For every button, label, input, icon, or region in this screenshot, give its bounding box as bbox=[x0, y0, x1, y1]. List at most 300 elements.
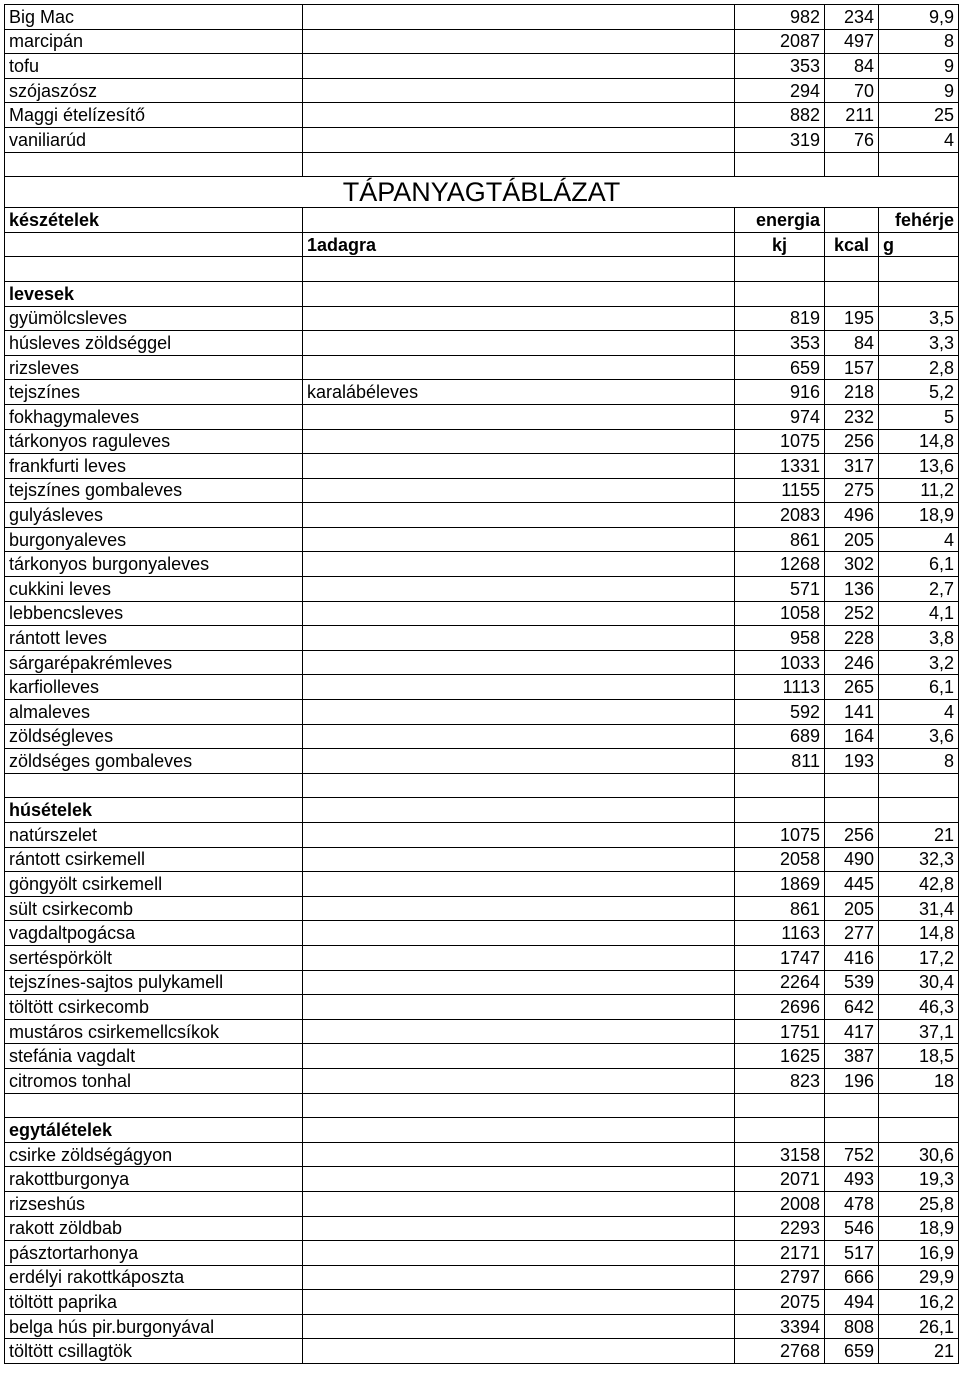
dish-name-cell[interactable]: tejszínes-sajtos pulykamell bbox=[5, 970, 303, 995]
table-row bbox=[5, 306, 959, 331]
dish-protein-cell[interactable]: 32,3 bbox=[879, 847, 959, 872]
dish-protein-cell[interactable]: 18,5 bbox=[879, 1044, 959, 1069]
dish-kcal-cell[interactable]: 666 bbox=[825, 1265, 879, 1290]
dish-name-cell[interactable]: cukkini leves bbox=[5, 577, 303, 602]
dish-kcal-cell[interactable]: 164 bbox=[825, 724, 879, 749]
food-item-extra-cell[interactable] bbox=[303, 5, 735, 30]
empty-cell[interactable] bbox=[879, 257, 959, 282]
dish-name-cell[interactable]: gyümölcsleves bbox=[5, 306, 303, 331]
dish-name-cell[interactable]: sertéspörkölt bbox=[5, 945, 303, 970]
dish-extra-cell[interactable] bbox=[303, 1314, 735, 1339]
dish-kcal-cell[interactable]: 228 bbox=[825, 626, 879, 651]
empty-cell[interactable] bbox=[5, 773, 303, 798]
dish-name-cell[interactable]: lebbencsleves bbox=[5, 601, 303, 626]
dish-name-cell[interactable]: mustáros csirkemellcsíkok bbox=[5, 1019, 303, 1044]
table-row bbox=[5, 921, 959, 946]
dish-extra-cell[interactable] bbox=[303, 970, 735, 995]
dish-protein-cell[interactable]: 30,6 bbox=[879, 1142, 959, 1167]
empty-cell[interactable] bbox=[735, 281, 825, 306]
column-header-dishes[interactable]: készételek bbox=[5, 208, 303, 233]
dish-protein-cell[interactable]: 4,1 bbox=[879, 601, 959, 626]
dish-kcal-cell[interactable]: 141 bbox=[825, 700, 879, 725]
column-header-protein[interactable]: fehérje bbox=[879, 208, 959, 233]
dish-protein-cell[interactable]: 2,8 bbox=[879, 355, 959, 380]
dish-extra-cell[interactable] bbox=[303, 577, 735, 602]
dish-extra-cell[interactable] bbox=[303, 527, 735, 552]
food-item-kcal-cell[interactable]: 76 bbox=[825, 127, 879, 152]
empty-cell[interactable] bbox=[735, 1118, 825, 1143]
table-row bbox=[5, 54, 959, 79]
dish-kj-cell[interactable]: 823 bbox=[735, 1068, 825, 1093]
dish-extra-cell[interactable] bbox=[303, 626, 735, 651]
dish-kcal-cell[interactable]: 265 bbox=[825, 675, 879, 700]
table-row bbox=[5, 945, 959, 970]
dish-extra-cell[interactable] bbox=[303, 872, 735, 897]
dish-kcal-cell[interactable]: 232 bbox=[825, 404, 879, 429]
dish-kcal-cell[interactable]: 416 bbox=[825, 945, 879, 970]
dish-extra-cell[interactable] bbox=[303, 355, 735, 380]
dish-kcal-cell[interactable]: 256 bbox=[825, 823, 879, 848]
dish-kcal-cell[interactable]: 84 bbox=[825, 331, 879, 356]
dish-protein-cell[interactable]: 37,1 bbox=[879, 1019, 959, 1044]
dish-kcal-cell[interactable]: 478 bbox=[825, 1191, 879, 1216]
dish-kcal-cell[interactable]: 302 bbox=[825, 552, 879, 577]
dish-name-cell[interactable]: csirke zöldségágyon bbox=[5, 1142, 303, 1167]
dish-extra-cell[interactable] bbox=[303, 675, 735, 700]
dish-kcal-cell[interactable]: 275 bbox=[825, 478, 879, 503]
dish-kj-cell[interactable]: 1268 bbox=[735, 552, 825, 577]
dish-extra-cell[interactable] bbox=[303, 995, 735, 1020]
dish-protein-cell[interactable]: 3,6 bbox=[879, 724, 959, 749]
empty-cell[interactable] bbox=[303, 152, 735, 177]
dish-extra-cell[interactable] bbox=[303, 1167, 735, 1192]
food-item-kj-cell[interactable]: 2087 bbox=[735, 29, 825, 54]
dish-kj-cell[interactable]: 2058 bbox=[735, 847, 825, 872]
section-header-row bbox=[5, 281, 959, 306]
dish-name-cell[interactable]: tejszínes gombaleves bbox=[5, 478, 303, 503]
dish-name-cell[interactable]: rizseshús bbox=[5, 1191, 303, 1216]
food-item-kj-cell[interactable]: 319 bbox=[735, 127, 825, 152]
dish-protein-cell[interactable]: 18,9 bbox=[879, 503, 959, 528]
dish-extra-cell[interactable] bbox=[303, 331, 735, 356]
empty-cell[interactable] bbox=[303, 798, 735, 823]
dish-name-cell[interactable]: rakottburgonya bbox=[5, 1167, 303, 1192]
dish-kj-cell[interactable]: 353 bbox=[735, 331, 825, 356]
page-title: TÁPANYAGTÁBLÁZAT bbox=[5, 177, 959, 208]
dish-name-cell[interactable]: belga hús pir.burgonyával bbox=[5, 1314, 303, 1339]
food-item-kcal-cell[interactable]: 234 bbox=[825, 5, 879, 30]
dish-kj-cell[interactable]: 2797 bbox=[735, 1265, 825, 1290]
dish-name-cell[interactable]: göngyölt csirkemell bbox=[5, 872, 303, 897]
table-row bbox=[5, 552, 959, 577]
dish-kcal-cell[interactable]: 252 bbox=[825, 601, 879, 626]
dish-kj-cell[interactable]: 2008 bbox=[735, 1191, 825, 1216]
empty-cell[interactable] bbox=[303, 208, 735, 233]
dish-extra-cell[interactable] bbox=[303, 749, 735, 774]
food-item-protein-cell[interactable]: 8 bbox=[879, 29, 959, 54]
column-header-g[interactable]: g bbox=[879, 232, 959, 257]
empty-cell[interactable] bbox=[825, 1118, 879, 1143]
dish-extra-cell[interactable] bbox=[303, 1044, 735, 1069]
table-row bbox=[5, 1019, 959, 1044]
dish-name-cell[interactable]: gulyásleves bbox=[5, 503, 303, 528]
dish-name-cell[interactable]: fokhagymaleves bbox=[5, 404, 303, 429]
dish-extra-cell[interactable] bbox=[303, 724, 735, 749]
food-item-extra-cell[interactable] bbox=[303, 54, 735, 79]
dish-protein-cell[interactable]: 16,9 bbox=[879, 1241, 959, 1266]
dish-protein-cell[interactable]: 3,8 bbox=[879, 626, 959, 651]
dish-kj-cell[interactable]: 974 bbox=[735, 404, 825, 429]
empty-cell[interactable] bbox=[735, 257, 825, 282]
table-row bbox=[5, 527, 959, 552]
dish-kj-cell[interactable]: 958 bbox=[735, 626, 825, 651]
dish-protein-cell[interactable]: 29,9 bbox=[879, 1265, 959, 1290]
dish-kcal-cell[interactable]: 417 bbox=[825, 1019, 879, 1044]
dish-kj-cell[interactable]: 916 bbox=[735, 380, 825, 405]
empty-cell[interactable] bbox=[5, 257, 303, 282]
dish-name-cell[interactable]: karfiolleves bbox=[5, 675, 303, 700]
table-row bbox=[5, 78, 959, 103]
dish-kj-cell[interactable]: 2768 bbox=[735, 1339, 825, 1364]
dish-extra-cell[interactable] bbox=[303, 896, 735, 921]
dish-extra-cell[interactable] bbox=[303, 429, 735, 454]
dish-kcal-cell[interactable]: 539 bbox=[825, 970, 879, 995]
food-item-kcal-cell[interactable]: 70 bbox=[825, 78, 879, 103]
dish-kcal-cell[interactable]: 195 bbox=[825, 306, 879, 331]
food-item-protein-cell[interactable]: 4 bbox=[879, 127, 959, 152]
dish-kj-cell[interactable]: 1747 bbox=[735, 945, 825, 970]
dish-protein-cell[interactable]: 6,1 bbox=[879, 675, 959, 700]
food-item-extra-cell[interactable] bbox=[303, 29, 735, 54]
title-row bbox=[5, 177, 959, 208]
empty-cell[interactable] bbox=[735, 773, 825, 798]
food-item-kcal-cell[interactable]: 211 bbox=[825, 103, 879, 128]
dish-protein-cell[interactable]: 21 bbox=[879, 1339, 959, 1364]
empty-cell[interactable] bbox=[879, 773, 959, 798]
dish-name-cell[interactable]: pásztortarhonya bbox=[5, 1241, 303, 1266]
dish-kcal-cell[interactable]: 496 bbox=[825, 503, 879, 528]
empty-cell[interactable] bbox=[735, 152, 825, 177]
dish-protein-cell[interactable]: 21 bbox=[879, 823, 959, 848]
column-header-kcal[interactable]: kcal bbox=[825, 232, 879, 257]
empty-cell[interactable] bbox=[825, 773, 879, 798]
food-item-protein-cell[interactable]: 25 bbox=[879, 103, 959, 128]
empty-cell[interactable] bbox=[303, 281, 735, 306]
table-row bbox=[5, 749, 959, 774]
dish-name-cell[interactable]: sárgarépakrémleves bbox=[5, 650, 303, 675]
dish-protein-cell[interactable]: 6,1 bbox=[879, 552, 959, 577]
dish-name-cell[interactable]: erdélyi rakottkáposzta bbox=[5, 1265, 303, 1290]
header-row bbox=[5, 232, 959, 257]
dish-kcal-cell[interactable]: 493 bbox=[825, 1167, 879, 1192]
dish-kcal-cell[interactable]: 517 bbox=[825, 1241, 879, 1266]
dish-kcal-cell[interactable]: 752 bbox=[825, 1142, 879, 1167]
food-item-kcal-cell[interactable]: 497 bbox=[825, 29, 879, 54]
dish-kj-cell[interactable]: 592 bbox=[735, 700, 825, 725]
dish-name-cell[interactable]: töltött paprika bbox=[5, 1290, 303, 1315]
dish-kj-cell[interactable]: 3158 bbox=[735, 1142, 825, 1167]
dish-kcal-cell[interactable]: 546 bbox=[825, 1216, 879, 1241]
dish-extra-cell[interactable] bbox=[303, 478, 735, 503]
dish-name-cell[interactable]: sült csirkecomb bbox=[5, 896, 303, 921]
empty-cell[interactable] bbox=[825, 152, 879, 177]
table-row bbox=[5, 1314, 959, 1339]
dish-kj-cell[interactable]: 1163 bbox=[735, 921, 825, 946]
dish-kj-cell[interactable]: 659 bbox=[735, 355, 825, 380]
dish-kj-cell[interactable]: 1331 bbox=[735, 454, 825, 479]
dish-kj-cell[interactable]: 1155 bbox=[735, 478, 825, 503]
table-row bbox=[5, 1265, 959, 1290]
dish-extra-cell[interactable] bbox=[303, 945, 735, 970]
dish-name-cell[interactable]: burgonyaleves bbox=[5, 527, 303, 552]
empty-cell[interactable] bbox=[825, 1093, 879, 1118]
empty-cell[interactable] bbox=[735, 1093, 825, 1118]
dish-kj-cell[interactable]: 2071 bbox=[735, 1167, 825, 1192]
food-item-protein-cell[interactable]: 9,9 bbox=[879, 5, 959, 30]
empty-cell[interactable] bbox=[5, 152, 303, 177]
dish-name-cell[interactable]: zöldségleves bbox=[5, 724, 303, 749]
dish-name-cell[interactable]: tejszínes bbox=[5, 380, 303, 405]
dish-protein-cell[interactable]: 30,4 bbox=[879, 970, 959, 995]
food-item-name-cell[interactable]: Big Mac bbox=[5, 5, 303, 30]
food-item-name-cell[interactable]: tofu bbox=[5, 54, 303, 79]
empty-cell[interactable] bbox=[303, 257, 735, 282]
food-item-protein-cell[interactable]: 9 bbox=[879, 54, 959, 79]
dish-name-cell[interactable]: stefánia vagdalt bbox=[5, 1044, 303, 1069]
dish-protein-cell[interactable]: 18,9 bbox=[879, 1216, 959, 1241]
food-item-name-cell[interactable]: Maggi ételízesítő bbox=[5, 103, 303, 128]
dish-kcal-cell[interactable]: 193 bbox=[825, 749, 879, 774]
food-item-extra-cell[interactable] bbox=[303, 103, 735, 128]
dish-extra-cell[interactable] bbox=[303, 823, 735, 848]
section-title[interactable]: egytálételek bbox=[5, 1118, 303, 1143]
dish-kcal-cell[interactable]: 490 bbox=[825, 847, 879, 872]
nutrition-spreadsheet bbox=[4, 4, 959, 1364]
dish-kcal-cell[interactable]: 246 bbox=[825, 650, 879, 675]
table-row bbox=[5, 601, 959, 626]
dish-kj-cell[interactable]: 861 bbox=[735, 527, 825, 552]
section-header-row bbox=[5, 1118, 959, 1143]
dish-name-cell[interactable]: töltött csillagtök bbox=[5, 1339, 303, 1364]
table-row bbox=[5, 380, 959, 405]
dish-protein-cell[interactable]: 3,5 bbox=[879, 306, 959, 331]
dish-extra-cell[interactable] bbox=[303, 503, 735, 528]
dish-extra-cell[interactable] bbox=[303, 1265, 735, 1290]
dish-protein-cell[interactable]: 13,6 bbox=[879, 454, 959, 479]
food-item-extra-cell[interactable] bbox=[303, 78, 735, 103]
dish-name-cell[interactable]: frankfurti leves bbox=[5, 454, 303, 479]
food-item-kj-cell[interactable]: 982 bbox=[735, 5, 825, 30]
dish-kj-cell[interactable]: 1033 bbox=[735, 650, 825, 675]
dish-kcal-cell[interactable]: 196 bbox=[825, 1068, 879, 1093]
dish-name-cell[interactable]: tárkonyos burgonyaleves bbox=[5, 552, 303, 577]
dish-protein-cell[interactable]: 46,3 bbox=[879, 995, 959, 1020]
empty-cell[interactable] bbox=[879, 1093, 959, 1118]
dish-kj-cell[interactable]: 2083 bbox=[735, 503, 825, 528]
dish-kj-cell[interactable]: 1625 bbox=[735, 1044, 825, 1069]
dish-kcal-cell[interactable]: 317 bbox=[825, 454, 879, 479]
dish-kj-cell[interactable]: 2293 bbox=[735, 1216, 825, 1241]
empty-cell[interactable] bbox=[5, 232, 303, 257]
column-header-energy[interactable]: energia bbox=[735, 208, 825, 233]
column-header-kj[interactable]: kj bbox=[735, 232, 825, 257]
dish-extra-cell[interactable] bbox=[303, 1241, 735, 1266]
food-item-name-cell[interactable]: szójaszósz bbox=[5, 78, 303, 103]
dish-protein-cell[interactable]: 19,3 bbox=[879, 1167, 959, 1192]
dish-kcal-cell[interactable]: 642 bbox=[825, 995, 879, 1020]
dish-kcal-cell[interactable]: 808 bbox=[825, 1314, 879, 1339]
dish-name-cell[interactable]: húsleves zöldséggel bbox=[5, 331, 303, 356]
dish-protein-cell[interactable]: 3,2 bbox=[879, 650, 959, 675]
dish-kj-cell[interactable]: 2075 bbox=[735, 1290, 825, 1315]
food-item-kj-cell[interactable]: 353 bbox=[735, 54, 825, 79]
empty-cell[interactable] bbox=[303, 773, 735, 798]
table-row bbox=[5, 5, 959, 30]
section-title[interactable]: levesek bbox=[5, 281, 303, 306]
dish-kj-cell[interactable]: 571 bbox=[735, 577, 825, 602]
dish-protein-cell[interactable]: 11,2 bbox=[879, 478, 959, 503]
dish-protein-cell[interactable]: 5,2 bbox=[879, 380, 959, 405]
dish-protein-cell[interactable]: 42,8 bbox=[879, 872, 959, 897]
dish-protein-cell[interactable]: 26,1 bbox=[879, 1314, 959, 1339]
dish-name-cell[interactable]: citromos tonhal bbox=[5, 1068, 303, 1093]
dish-kcal-cell[interactable]: 445 bbox=[825, 872, 879, 897]
dish-kj-cell[interactable]: 1869 bbox=[735, 872, 825, 897]
dish-kcal-cell[interactable]: 277 bbox=[825, 921, 879, 946]
dish-protein-cell[interactable]: 14,8 bbox=[879, 921, 959, 946]
spreadsheet-body bbox=[5, 5, 959, 1364]
table-row bbox=[5, 577, 959, 602]
dish-kcal-cell[interactable]: 136 bbox=[825, 577, 879, 602]
column-header-per-portion[interactable]: 1adagra bbox=[303, 232, 735, 257]
empty-cell[interactable] bbox=[879, 798, 959, 823]
food-item-name-cell[interactable]: marcipán bbox=[5, 29, 303, 54]
dish-kj-cell[interactable]: 1751 bbox=[735, 1019, 825, 1044]
dish-kcal-cell[interactable]: 205 bbox=[825, 896, 879, 921]
dish-protein-cell[interactable]: 5 bbox=[879, 404, 959, 429]
dish-extra-cell[interactable] bbox=[303, 601, 735, 626]
dish-extra-cell[interactable] bbox=[303, 650, 735, 675]
table-row bbox=[5, 29, 959, 54]
empty-cell[interactable] bbox=[879, 152, 959, 177]
dish-protein-cell[interactable]: 2,7 bbox=[879, 577, 959, 602]
dish-extra-cell[interactable] bbox=[303, 1068, 735, 1093]
empty-cell[interactable] bbox=[825, 208, 879, 233]
food-item-extra-cell[interactable] bbox=[303, 127, 735, 152]
dish-name-cell[interactable]: almaleves bbox=[5, 700, 303, 725]
table-row bbox=[5, 1142, 959, 1167]
dish-kcal-cell[interactable]: 256 bbox=[825, 429, 879, 454]
dish-kj-cell[interactable]: 3394 bbox=[735, 1314, 825, 1339]
dish-name-cell[interactable]: rizsleves bbox=[5, 355, 303, 380]
empty-cell[interactable] bbox=[303, 1093, 735, 1118]
dish-kcal-cell[interactable]: 659 bbox=[825, 1339, 879, 1364]
dish-name-cell[interactable]: natúrszelet bbox=[5, 823, 303, 848]
dish-protein-cell[interactable]: 17,2 bbox=[879, 945, 959, 970]
food-item-kcal-cell[interactable]: 84 bbox=[825, 54, 879, 79]
dish-name-cell[interactable]: tárkonyos raguleves bbox=[5, 429, 303, 454]
dish-protein-cell[interactable]: 4 bbox=[879, 700, 959, 725]
dish-protein-cell[interactable]: 4 bbox=[879, 527, 959, 552]
dish-extra-cell[interactable] bbox=[303, 454, 735, 479]
dish-name-cell[interactable]: rántott csirkemell bbox=[5, 847, 303, 872]
dish-kj-cell[interactable]: 689 bbox=[735, 724, 825, 749]
table-row bbox=[5, 724, 959, 749]
dish-kj-cell[interactable]: 819 bbox=[735, 306, 825, 331]
dish-extra-cell[interactable] bbox=[303, 1191, 735, 1216]
empty-row bbox=[5, 773, 959, 798]
dish-name-cell[interactable]: töltött csirkecomb bbox=[5, 995, 303, 1020]
dish-protein-cell[interactable]: 8 bbox=[879, 749, 959, 774]
dish-protein-cell[interactable]: 31,4 bbox=[879, 896, 959, 921]
dish-protein-cell[interactable]: 25,8 bbox=[879, 1191, 959, 1216]
dish-name-cell[interactable]: vagdaltpogácsa bbox=[5, 921, 303, 946]
dish-kj-cell[interactable]: 2171 bbox=[735, 1241, 825, 1266]
dish-protein-cell[interactable]: 3,3 bbox=[879, 331, 959, 356]
table-row bbox=[5, 429, 959, 454]
empty-cell[interactable] bbox=[303, 1118, 735, 1143]
dish-extra-cell[interactable] bbox=[303, 847, 735, 872]
dish-kj-cell[interactable]: 2696 bbox=[735, 995, 825, 1020]
dish-kcal-cell[interactable]: 494 bbox=[825, 1290, 879, 1315]
dish-extra-cell[interactable] bbox=[303, 306, 735, 331]
empty-cell[interactable] bbox=[879, 1118, 959, 1143]
dish-kcal-cell[interactable]: 218 bbox=[825, 380, 879, 405]
dish-kj-cell[interactable]: 2264 bbox=[735, 970, 825, 995]
food-item-kj-cell[interactable]: 294 bbox=[735, 78, 825, 103]
dish-extra-cell[interactable]: karalábéleves bbox=[303, 380, 735, 405]
food-item-name-cell[interactable]: vaniliarúd bbox=[5, 127, 303, 152]
dish-extra-cell[interactable] bbox=[303, 1216, 735, 1241]
empty-cell[interactable] bbox=[825, 281, 879, 306]
dish-protein-cell[interactable]: 14,8 bbox=[879, 429, 959, 454]
empty-cell[interactable] bbox=[825, 798, 879, 823]
dish-extra-cell[interactable] bbox=[303, 1339, 735, 1364]
dish-extra-cell[interactable] bbox=[303, 1142, 735, 1167]
empty-cell[interactable] bbox=[879, 281, 959, 306]
empty-cell[interactable] bbox=[735, 798, 825, 823]
dish-extra-cell[interactable] bbox=[303, 1019, 735, 1044]
dish-extra-cell[interactable] bbox=[303, 700, 735, 725]
dish-protein-cell[interactable]: 16,2 bbox=[879, 1290, 959, 1315]
dish-extra-cell[interactable] bbox=[303, 404, 735, 429]
dish-kcal-cell[interactable]: 205 bbox=[825, 527, 879, 552]
dish-kj-cell[interactable]: 1075 bbox=[735, 823, 825, 848]
table-row bbox=[5, 1339, 959, 1364]
dish-kj-cell[interactable]: 1075 bbox=[735, 429, 825, 454]
dish-kj-cell[interactable]: 1113 bbox=[735, 675, 825, 700]
section-title[interactable]: húsételek bbox=[5, 798, 303, 823]
dish-extra-cell[interactable] bbox=[303, 1290, 735, 1315]
food-item-protein-cell[interactable]: 9 bbox=[879, 78, 959, 103]
dish-name-cell[interactable]: rántott leves bbox=[5, 626, 303, 651]
food-item-kj-cell[interactable]: 882 bbox=[735, 103, 825, 128]
dish-kj-cell[interactable]: 861 bbox=[735, 896, 825, 921]
dish-kcal-cell[interactable]: 157 bbox=[825, 355, 879, 380]
dish-kcal-cell[interactable]: 387 bbox=[825, 1044, 879, 1069]
dish-extra-cell[interactable] bbox=[303, 552, 735, 577]
empty-cell[interactable] bbox=[5, 1093, 303, 1118]
dish-kj-cell[interactable]: 811 bbox=[735, 749, 825, 774]
dish-name-cell[interactable]: rakott zöldbab bbox=[5, 1216, 303, 1241]
table-row bbox=[5, 1191, 959, 1216]
dish-extra-cell[interactable] bbox=[303, 921, 735, 946]
dish-protein-cell[interactable]: 18 bbox=[879, 1068, 959, 1093]
empty-row bbox=[5, 152, 959, 177]
empty-cell[interactable] bbox=[825, 257, 879, 282]
dish-kj-cell[interactable]: 1058 bbox=[735, 601, 825, 626]
dish-name-cell[interactable]: zöldséges gombaleves bbox=[5, 749, 303, 774]
